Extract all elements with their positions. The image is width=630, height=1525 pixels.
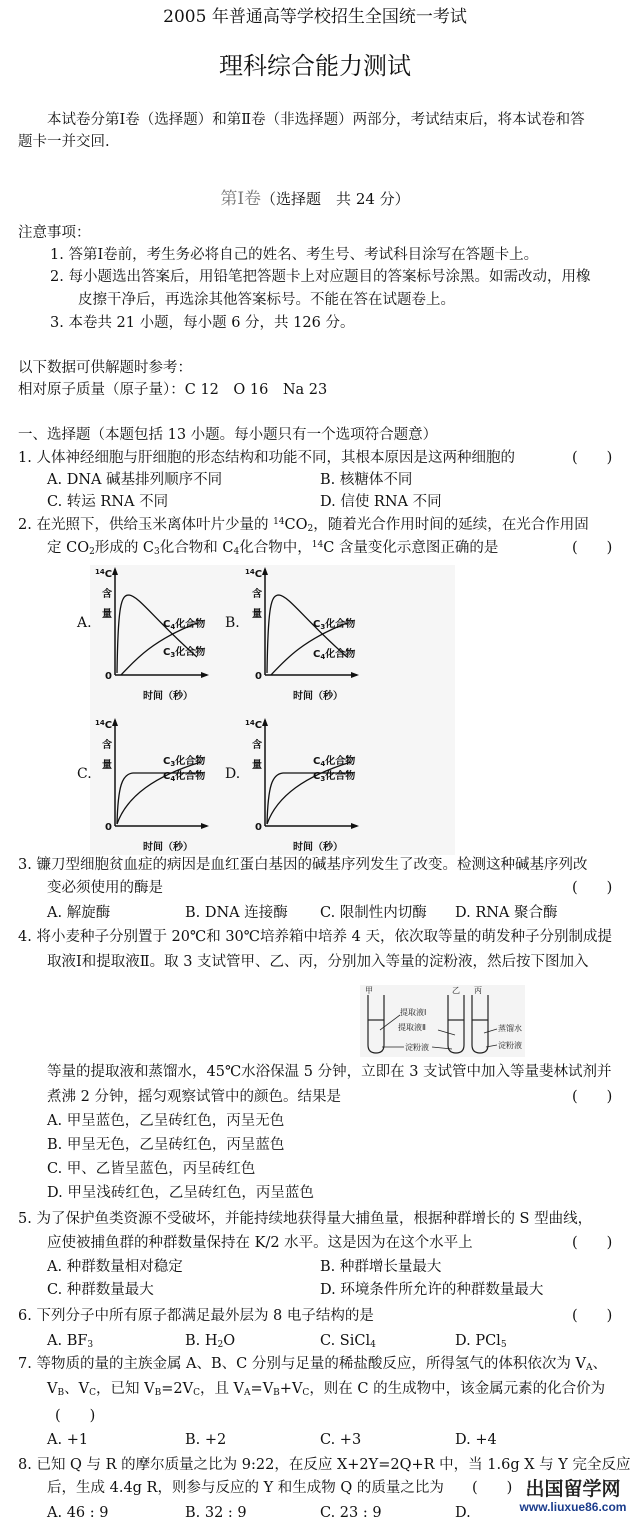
x-axis-label: 时间（秒） (293, 691, 343, 702)
text: 14 (311, 540, 324, 550)
text: 、 (592, 1356, 607, 1372)
question-3-stem: 变必须使用的酶是 (47, 880, 163, 896)
figure-label: 淀粉液 (405, 1043, 429, 1052)
part-heading: 一、选择题（本题包括 13 小题。每小题只有一个选项符合题意） (18, 427, 438, 443)
option (185, 1332, 235, 1350)
text: V (47, 1381, 58, 1397)
x-axis-arrow (351, 672, 359, 678)
y-axis-label: $^{14}$C (95, 719, 113, 731)
text: C (193, 1388, 200, 1398)
origin-label: 0 (105, 822, 112, 833)
graph-letter: C. (77, 766, 92, 782)
volume-label: 第Ⅰ卷 (220, 189, 262, 209)
notice-item: 3. 本卷共 21 小题，每小题 6 分，共 126 分。 (50, 315, 355, 331)
section-heading (0, 190, 630, 208)
y-axis-label: 量 (252, 609, 262, 620)
option: B. 核糖体不同 (320, 472, 413, 488)
option: A. 解旋酶 (47, 905, 111, 921)
text: 5 (500, 1340, 507, 1350)
text: 2 (217, 1340, 224, 1350)
answer-blank: ( ) (572, 1235, 613, 1251)
answer-blank: ( ) (572, 450, 613, 466)
text: 定 CO (47, 540, 90, 556)
tube-label: 甲 (365, 986, 373, 995)
question-2-stem (47, 539, 498, 557)
volume-desc: （选择题 共 24 分） (261, 190, 410, 208)
option: B. DNA 连接酶 (185, 905, 288, 921)
curve-label: $C_4$化合物 (163, 619, 206, 631)
y-axis-label: $^{14}$C (245, 568, 263, 580)
question-4-stem: 煮沸 2 分钟，摇匀观察试管中的颜色。结果是 (47, 1089, 341, 1105)
option: D. RNA 聚合酶 (455, 905, 558, 921)
y-axis-label: 量 (102, 760, 112, 771)
option (455, 1332, 507, 1350)
notice-title: 注意事项： (18, 225, 91, 241)
option: A. DNA 碱基排列顺序不同 (47, 472, 223, 488)
x-axis-arrow (351, 823, 359, 829)
text: +V (279, 1381, 303, 1397)
y-axis-label: 量 (252, 760, 262, 771)
graph-letter: A. (77, 615, 92, 631)
option: C. 23 : 9 (320, 1505, 382, 1521)
y-axis-label: 含 (102, 589, 112, 600)
y-axis-label: 量 (102, 609, 112, 620)
option: C. +3 (320, 1432, 362, 1448)
curve (267, 595, 347, 673)
graph-b (225, 565, 375, 705)
option (320, 1332, 376, 1350)
intro-line: 题卡一并交回. (18, 134, 110, 150)
reference-line: 相对原子质量（原子量）：C 12 O 16 Na 23 (18, 382, 328, 398)
text: C (89, 1388, 96, 1398)
answer-blank: ( ) (572, 1308, 613, 1324)
question-6-stem: 6. 下列分子中所有原子都满足最外层为 8 电子结构的是 (18, 1308, 374, 1324)
option: D. 环境条件所允许的种群数量最大 (320, 1282, 544, 1298)
text: 4 (370, 1340, 376, 1350)
text: ，且 V (199, 1381, 245, 1397)
notice-item: 皮擦干净后，再选涂其他答案标号。不能在答在试题卷上。 (78, 292, 455, 308)
origin-label: 0 (255, 822, 262, 833)
curve-label: $C_3$化合物 (313, 619, 356, 631)
y-axis-label: 含 (252, 740, 262, 751)
y-axis-label: $^{14}$C (95, 568, 113, 580)
exam-title: 2005 年普通高等学校招生全国统一考试 (163, 7, 467, 27)
text: A (244, 1388, 251, 1398)
question-4-stem: 取液Ⅰ和提取液Ⅱ。取 3 支试管甲、乙、丙，分别加入等量的淀粉液，然后按下图加入 (47, 954, 589, 970)
y-axis-label: $^{14}$C (245, 719, 263, 731)
x-axis-label: 时间（秒） (143, 842, 193, 853)
option (47, 1332, 93, 1350)
text: C (302, 1388, 310, 1398)
x-axis-label: 时间（秒） (293, 842, 343, 853)
graph-d (225, 716, 375, 856)
question-5-stem: 5. 为了保护鱼类资源不受破坏，并能持续地获得量大捕鱼量，根据种群增长的 S 型曲线， (18, 1211, 593, 1227)
option: D. 甲呈浅砖红色，乙呈砖红色，丙呈蓝色 (47, 1185, 314, 1201)
option: C. 甲、乙皆呈蓝色，丙呈砖红色 (47, 1161, 256, 1177)
x-axis-arrow (201, 823, 209, 829)
answer-blank: ( ) (55, 1408, 96, 1424)
text: ，随着光合作用时间的延续，在光合作用固 (313, 517, 589, 533)
option: A. +1 (47, 1432, 89, 1448)
tube-label: 乙 (452, 986, 460, 995)
text: 形成的 C (94, 540, 155, 556)
text: O (223, 1333, 236, 1349)
option: D. (455, 1505, 471, 1521)
text: ，则在 C 的生成物中，该金属元素的化合价为 (309, 1381, 606, 1397)
x-axis-label: 时间（秒） (143, 691, 193, 702)
curve (117, 595, 197, 673)
answer-blank: ( ) (472, 1480, 513, 1496)
option: B. +2 (185, 1432, 227, 1448)
option: C. 限制性内切酶 (320, 905, 427, 921)
curve-label: $C_3$化合物 (163, 756, 206, 768)
text: D. PCl (455, 1333, 501, 1349)
y-axis-arrow (262, 567, 268, 575)
reference-line: 以下数据可供解题时参考： (18, 360, 192, 376)
exam-subtitle: 理科综合能力测试 (219, 52, 411, 80)
test-tube-figure (360, 985, 525, 1057)
text: A (585, 1363, 593, 1373)
text: 、V (64, 1381, 90, 1397)
option: B. 32 : 9 (185, 1505, 247, 1521)
text: =V (250, 1381, 274, 1397)
option: A. 46 : 9 (47, 1505, 109, 1521)
text: CO (284, 517, 308, 533)
site-logo-watermark (519, 1478, 627, 1514)
y-axis-arrow (112, 567, 118, 575)
option: B. 种群增长量最大 (320, 1259, 442, 1275)
y-axis-arrow (112, 718, 118, 726)
origin-label: 0 (105, 671, 112, 682)
figure-label: 蒸馏水 (498, 1024, 522, 1033)
graph-letter: D. (225, 766, 241, 782)
question-8-stem: 8. 已知 Q 与 R 的摩尔质量之比为 9:22，在反应 X+2Y=2Q+R 中，当 1.6g X 与 Y 完全反应 (18, 1457, 630, 1473)
text: 2 (89, 547, 95, 557)
question-4-stem: 4. 将小麦种子分别置于 20℃和 30℃培养箱中培养 4 天，依次取等量的萌发种子分别制成提 (18, 929, 612, 945)
answer-blank: ( ) (572, 1089, 613, 1105)
notice-item: 2. 每小题选出答案后，用铅笔把答题卡上对应题目的答案标号涂黑。如需改动，用橡 (50, 269, 591, 285)
figure-label: 淀粉液 (498, 1041, 522, 1050)
figure-label: 提取液Ⅰ (400, 1008, 427, 1017)
text: C 含量变化示意图正确的是 (323, 540, 499, 556)
option: D. +4 (455, 1432, 497, 1448)
origin-label: 0 (255, 671, 262, 682)
curve-label: $C_3$化合物 (163, 647, 206, 659)
curve-label: $C_4$化合物 (163, 771, 206, 783)
text: B (273, 1388, 280, 1398)
text: =2V (161, 1381, 194, 1397)
curve-label: $C_4$化合物 (313, 649, 356, 661)
intro-line: 本试卷分第Ⅰ卷（选择题）和第Ⅱ卷（非选择题）两部分，考试结束后，将本试卷和答 (47, 112, 585, 128)
y-axis-label: 含 (252, 589, 262, 600)
text: C. SiCl (320, 1333, 371, 1349)
x-axis-arrow (201, 672, 209, 678)
question-7-stem (18, 1355, 607, 1373)
option: A. 甲呈蓝色，乙呈砖红色，丙呈无色 (47, 1113, 285, 1129)
answer-blank: ( ) (572, 540, 613, 556)
logo-name: 出国留学网 (525, 1478, 621, 1500)
question-1-stem: 1. 人体神经细胞与肝细胞的形态结构和功能不同，其根本原因是这两种细胞的 (18, 450, 515, 466)
text: B. H (185, 1333, 218, 1349)
text: B (57, 1388, 65, 1398)
notice-item: 1. 答第Ⅰ卷前，考生务必将自己的姓名、考生号、考试科目涂写在答题卡上。 (50, 247, 539, 263)
text: 4 (233, 547, 240, 557)
text: 14 (273, 517, 285, 527)
graph-a (75, 565, 225, 705)
text: B (154, 1388, 162, 1398)
text: 3 (154, 547, 160, 557)
option: C. 种群数量最大 (47, 1282, 154, 1298)
graph-c (75, 716, 225, 856)
y-axis-arrow (262, 718, 268, 726)
question-4-stem: 等量的提取液和蒸馏水，45℃水浴保温 5 分钟，立即在 3 支试管中加入等量斐林试剂并 (47, 1064, 612, 1080)
text: A. BF (47, 1333, 88, 1349)
question-8-stem: 后，生成 4.4g R，则参与反应的 Y 和生成物 Q 的质量之比为 (47, 1480, 444, 1496)
graph-letter: B. (225, 615, 240, 631)
question-7-stem (47, 1380, 605, 1398)
y-axis-label: 含 (102, 740, 112, 751)
option: B. 甲呈无色，乙呈砖红色，丙呈蓝色 (47, 1137, 285, 1153)
question-2-stem (18, 516, 589, 534)
text: 2 (307, 524, 314, 534)
text: 3 (87, 1340, 94, 1350)
question-5-stem: 应使被捕鱼群的种群数量保持在 K/2 水平。这是因为在这个水平上 (47, 1235, 473, 1251)
text: 化合物和 C (159, 540, 234, 556)
tube-label: 丙 (474, 986, 482, 995)
option: D. 信使 RNA 不同 (320, 494, 442, 510)
curve-label: $C_3$化合物 (313, 771, 356, 783)
answer-blank: ( ) (572, 880, 613, 896)
option: A. 种群数量相对稳定 (47, 1259, 183, 1275)
option: C. 转运 RNA 不同 (47, 494, 169, 510)
logo-url: www.liuxue86.com (519, 1500, 627, 1514)
curve-label: $C_4$化合物 (313, 756, 356, 768)
text: 2. 在光照下，供给玉米离体叶片少量的 (18, 517, 274, 533)
figure-label: 提取液Ⅱ (398, 1023, 426, 1032)
text: ，已知 V (95, 1381, 155, 1397)
text: 7. 等物质的量的主族金属 A、B、C 分别与足量的稀盐酸反应，所得氢气的体积依次为 V (18, 1356, 586, 1372)
question-3-stem: 3. 镰刀型细胞贫血症的病因是血红蛋白基因的碱基序列发生了改变。检测这种碱基序列改 (18, 857, 588, 873)
text: 化合物中， (239, 540, 312, 556)
